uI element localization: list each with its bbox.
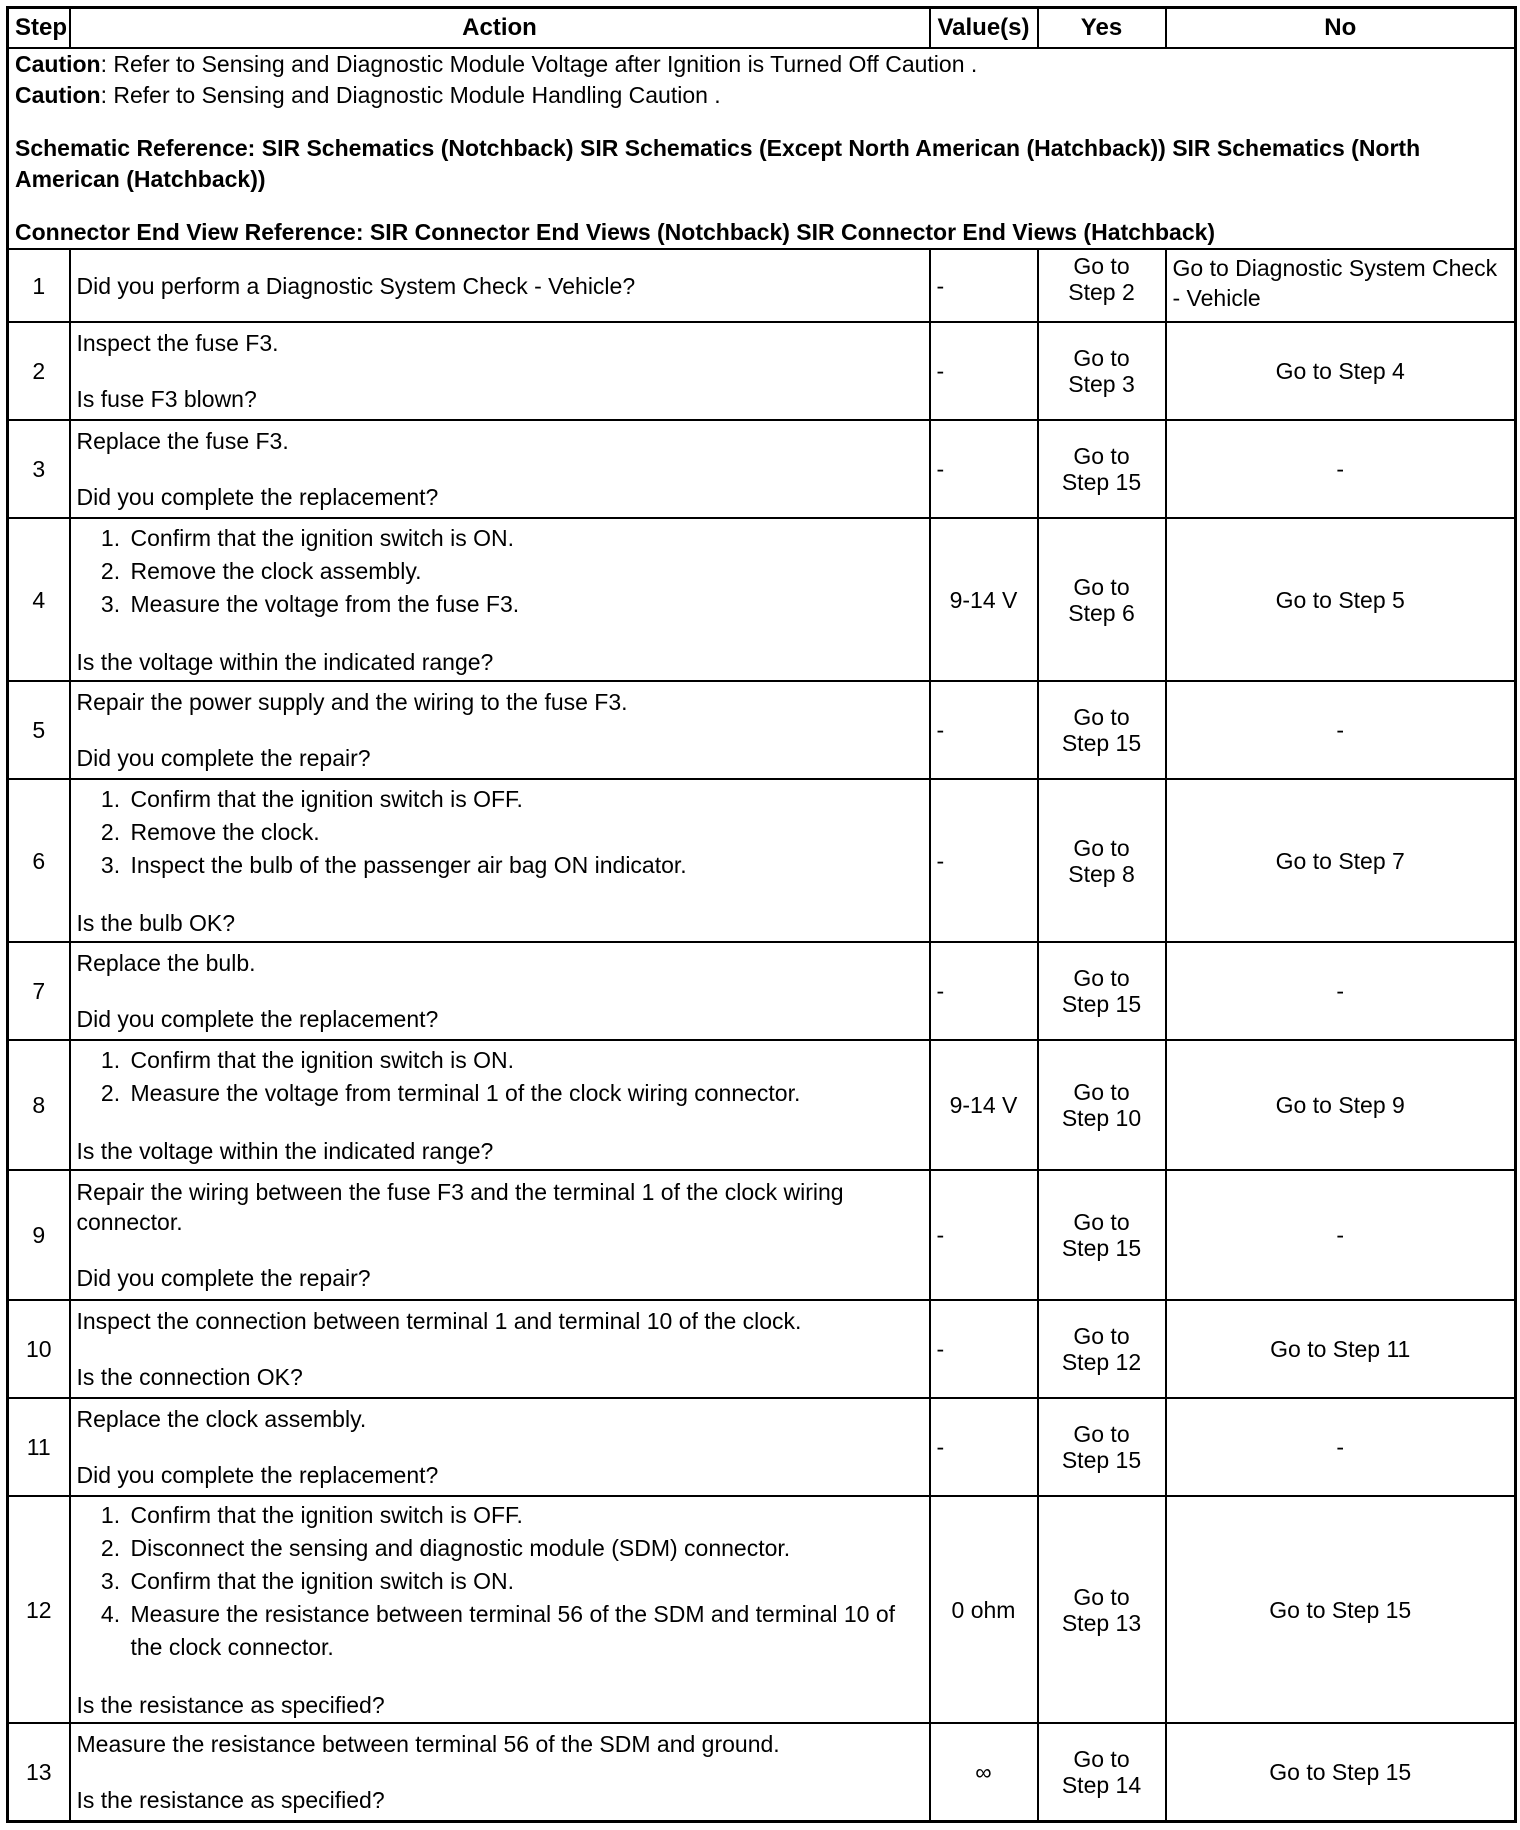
action-cell bbox=[70, 942, 930, 1040]
connector-reference: Connector End View Reference: SIR Connector End Views (Notchback) SIR Connector End Views (Hatchback) bbox=[15, 219, 1216, 245]
header-yes: Yes bbox=[1038, 8, 1166, 49]
table-row bbox=[8, 420, 1516, 518]
table-row bbox=[8, 518, 1516, 681]
header-action: Action bbox=[70, 8, 930, 49]
action-step-item: 4. Measure the resistance between terminal 56 of the SDM and terminal 10 of the clock connector. bbox=[127, 1598, 923, 1664]
caution-cell bbox=[8, 48, 1516, 249]
step-number: 5 bbox=[8, 681, 70, 779]
no-cell: - bbox=[1166, 681, 1516, 779]
action-cell bbox=[70, 249, 930, 322]
yes-cell: Go to Step 8 bbox=[1038, 779, 1166, 942]
action-cell bbox=[70, 1398, 930, 1496]
action-step-item: 2. Remove the clock assembly. bbox=[127, 555, 923, 588]
no-cell: Go to Step 4 bbox=[1166, 322, 1516, 420]
step-number: 6 bbox=[8, 779, 70, 942]
caution-row bbox=[8, 48, 1516, 249]
action-step-item: 2. Disconnect the sensing and diagnostic module (SDM) connector. bbox=[127, 1532, 923, 1565]
action-cell bbox=[70, 1496, 930, 1723]
action-cell bbox=[70, 779, 930, 942]
step-number: 3 bbox=[8, 420, 70, 518]
value-cell: - bbox=[930, 322, 1038, 420]
action-text: Measure the resistance between terminal 56 of the SDM and ground. bbox=[76, 1730, 780, 1757]
action-question: Is fuse F3 blown? bbox=[76, 386, 257, 412]
action-text: Replace the fuse F3. bbox=[76, 428, 289, 454]
action-step-item: 3. Measure the voltage from the fuse F3. bbox=[127, 588, 923, 621]
no-cell: - bbox=[1166, 1398, 1516, 1496]
action-text: Replace the bulb. bbox=[76, 950, 256, 976]
action-question: Did you complete the repair? bbox=[76, 745, 371, 771]
action-step-item: 3. Confirm that the ignition switch is ON. bbox=[127, 1565, 923, 1598]
action-step-item: 3. Inspect the bulb of the passenger air bag ON indicator. bbox=[127, 849, 923, 882]
yes-cell: Go to Step 12 bbox=[1038, 1300, 1166, 1398]
action-cell bbox=[70, 1040, 930, 1170]
action-cell bbox=[70, 420, 930, 518]
table-row bbox=[8, 1496, 1516, 1723]
step-number: 9 bbox=[8, 1170, 70, 1300]
no-cell: Go to Diagnostic System Check - Vehicle bbox=[1166, 249, 1516, 322]
action-steps bbox=[77, 1499, 923, 1664]
no-cell: - bbox=[1166, 1170, 1516, 1300]
header-no: No bbox=[1166, 8, 1516, 49]
value-cell: 0 ohm bbox=[930, 1496, 1038, 1723]
yes-cell: Go to Step 13 bbox=[1038, 1496, 1166, 1723]
action-cell bbox=[70, 1723, 930, 1821]
value-cell: - bbox=[930, 1300, 1038, 1398]
value-cell: - bbox=[930, 420, 1038, 518]
no-cell: Go to Step 11 bbox=[1166, 1300, 1516, 1398]
yes-cell: Go to Step 15 bbox=[1038, 1398, 1166, 1496]
yes-cell: Go to Step 15 bbox=[1038, 1170, 1166, 1300]
step-number: 1 bbox=[8, 249, 70, 322]
caution-text-1: : Refer to Sensing and Diagnostic Module Voltage after Ignition is Turned Off Caution . bbox=[100, 51, 978, 77]
caution-line-2 bbox=[15, 80, 1508, 111]
action-question: Did you complete the replacement? bbox=[76, 484, 439, 510]
table-row bbox=[8, 1170, 1516, 1300]
action-text: Inspect the fuse F3. bbox=[76, 330, 279, 356]
action-question: Is the resistance as specified? bbox=[76, 1692, 385, 1718]
action-steps bbox=[77, 783, 923, 882]
action-step-item: 2. Remove the clock. bbox=[127, 816, 923, 849]
value-cell: - bbox=[930, 249, 1038, 322]
action-step-item: 1. Confirm that the ignition switch is OFF. bbox=[127, 1499, 923, 1532]
action-text: Replace the clock assembly. bbox=[76, 1406, 367, 1432]
no-cell: - bbox=[1166, 420, 1516, 518]
step-number: 11 bbox=[8, 1398, 70, 1496]
caution-line-1 bbox=[15, 49, 1508, 80]
no-cell: Go to Step 9 bbox=[1166, 1040, 1516, 1170]
value-cell: - bbox=[930, 942, 1038, 1040]
value-cell: 9-14 V bbox=[930, 518, 1038, 681]
table-row bbox=[8, 1040, 1516, 1170]
step-number: 8 bbox=[8, 1040, 70, 1170]
step-number: 7 bbox=[8, 942, 70, 1040]
action-text: Repair the power supply and the wiring to the fuse F3. bbox=[76, 689, 628, 715]
diagnostic-table bbox=[6, 6, 1517, 1823]
action-cell bbox=[70, 681, 930, 779]
table-row bbox=[8, 942, 1516, 1040]
action-text: Did you perform a Diagnostic System Check - Vehicle? bbox=[76, 272, 636, 299]
step-number: 13 bbox=[8, 1723, 70, 1821]
yes-cell: Go to Step 15 bbox=[1038, 681, 1166, 779]
yes-cell: Go to Step 6 bbox=[1038, 518, 1166, 681]
action-question: Is the resistance as specified? bbox=[76, 1786, 385, 1813]
action-step-item: 1. Confirm that the ignition switch is ON. bbox=[127, 1044, 923, 1077]
action-cell bbox=[70, 1300, 930, 1398]
action-step-item: 2. Measure the voltage from terminal 1 of the clock wiring connector. bbox=[127, 1077, 923, 1110]
no-cell: Go to Step 5 bbox=[1166, 518, 1516, 681]
action-text: Inspect the connection between terminal 1 and terminal 10 of the clock. bbox=[76, 1308, 802, 1334]
action-question: Is the connection OK? bbox=[76, 1364, 303, 1390]
action-step-item: 1. Confirm that the ignition switch is ON. bbox=[127, 522, 923, 555]
no-cell: Go to Step 7 bbox=[1166, 779, 1516, 942]
action-question: Is the voltage within the indicated range? bbox=[76, 1138, 494, 1164]
table-row bbox=[8, 1398, 1516, 1496]
yes-cell: Go to Step 2 bbox=[1038, 249, 1166, 322]
header-row bbox=[8, 8, 1516, 49]
action-question: Did you complete the replacement? bbox=[76, 1006, 439, 1032]
header-step: Step bbox=[8, 8, 70, 49]
step-number: 4 bbox=[8, 518, 70, 681]
schematic-reference: Schematic Reference: SIR Schematics (Notchback) SIR Schematics (Except North American (Hatchback)) SIR Schematics (North American (Hatchback)) bbox=[15, 135, 1421, 192]
value-cell: - bbox=[930, 779, 1038, 942]
yes-cell: Go to Step 14 bbox=[1038, 1723, 1166, 1821]
value-cell: ∞ bbox=[930, 1723, 1038, 1821]
table-row bbox=[8, 1300, 1516, 1398]
caution-label: Caution bbox=[15, 51, 101, 77]
action-steps bbox=[77, 522, 923, 621]
no-cell: Go to Step 15 bbox=[1166, 1496, 1516, 1723]
table-row bbox=[8, 249, 1516, 322]
action-cell bbox=[70, 1170, 930, 1300]
caution-label: Caution bbox=[15, 82, 101, 108]
table-row bbox=[8, 322, 1516, 420]
diagnostic-document bbox=[6, 6, 1514, 1824]
step-number: 10 bbox=[8, 1300, 70, 1398]
value-cell: - bbox=[930, 681, 1038, 779]
action-question: Did you complete the replacement? bbox=[76, 1462, 439, 1488]
action-steps bbox=[77, 1044, 923, 1110]
header-values: Value(s) bbox=[930, 8, 1038, 49]
step-number: 12 bbox=[8, 1496, 70, 1723]
no-cell: Go to Step 15 bbox=[1166, 1723, 1516, 1821]
action-cell bbox=[70, 518, 930, 681]
yes-cell: Go to Step 3 bbox=[1038, 322, 1166, 420]
table-row bbox=[8, 779, 1516, 942]
no-cell: - bbox=[1166, 942, 1516, 1040]
yes-cell: Go to Step 15 bbox=[1038, 942, 1166, 1040]
action-step-item: 1. Confirm that the ignition switch is OFF. bbox=[127, 783, 923, 816]
action-question: Is the bulb OK? bbox=[76, 910, 236, 936]
yes-cell: Go to Step 15 bbox=[1038, 420, 1166, 518]
value-cell: 9-14 V bbox=[930, 1040, 1038, 1170]
action-question: Did you complete the repair? bbox=[76, 1265, 371, 1291]
value-cell: - bbox=[930, 1170, 1038, 1300]
value-cell: - bbox=[930, 1398, 1038, 1496]
action-text: Repair the wiring between the fuse F3 and the terminal 1 of the clock wiring connector. bbox=[76, 1179, 844, 1235]
yes-cell: Go to Step 10 bbox=[1038, 1040, 1166, 1170]
step-number: 2 bbox=[8, 322, 70, 420]
table-row bbox=[8, 1723, 1516, 1821]
caution-text-2: : Refer to Sensing and Diagnostic Module Handling Caution . bbox=[100, 82, 721, 108]
action-cell bbox=[70, 322, 930, 420]
action-question: Is the voltage within the indicated range? bbox=[76, 649, 494, 675]
table-row bbox=[8, 681, 1516, 779]
